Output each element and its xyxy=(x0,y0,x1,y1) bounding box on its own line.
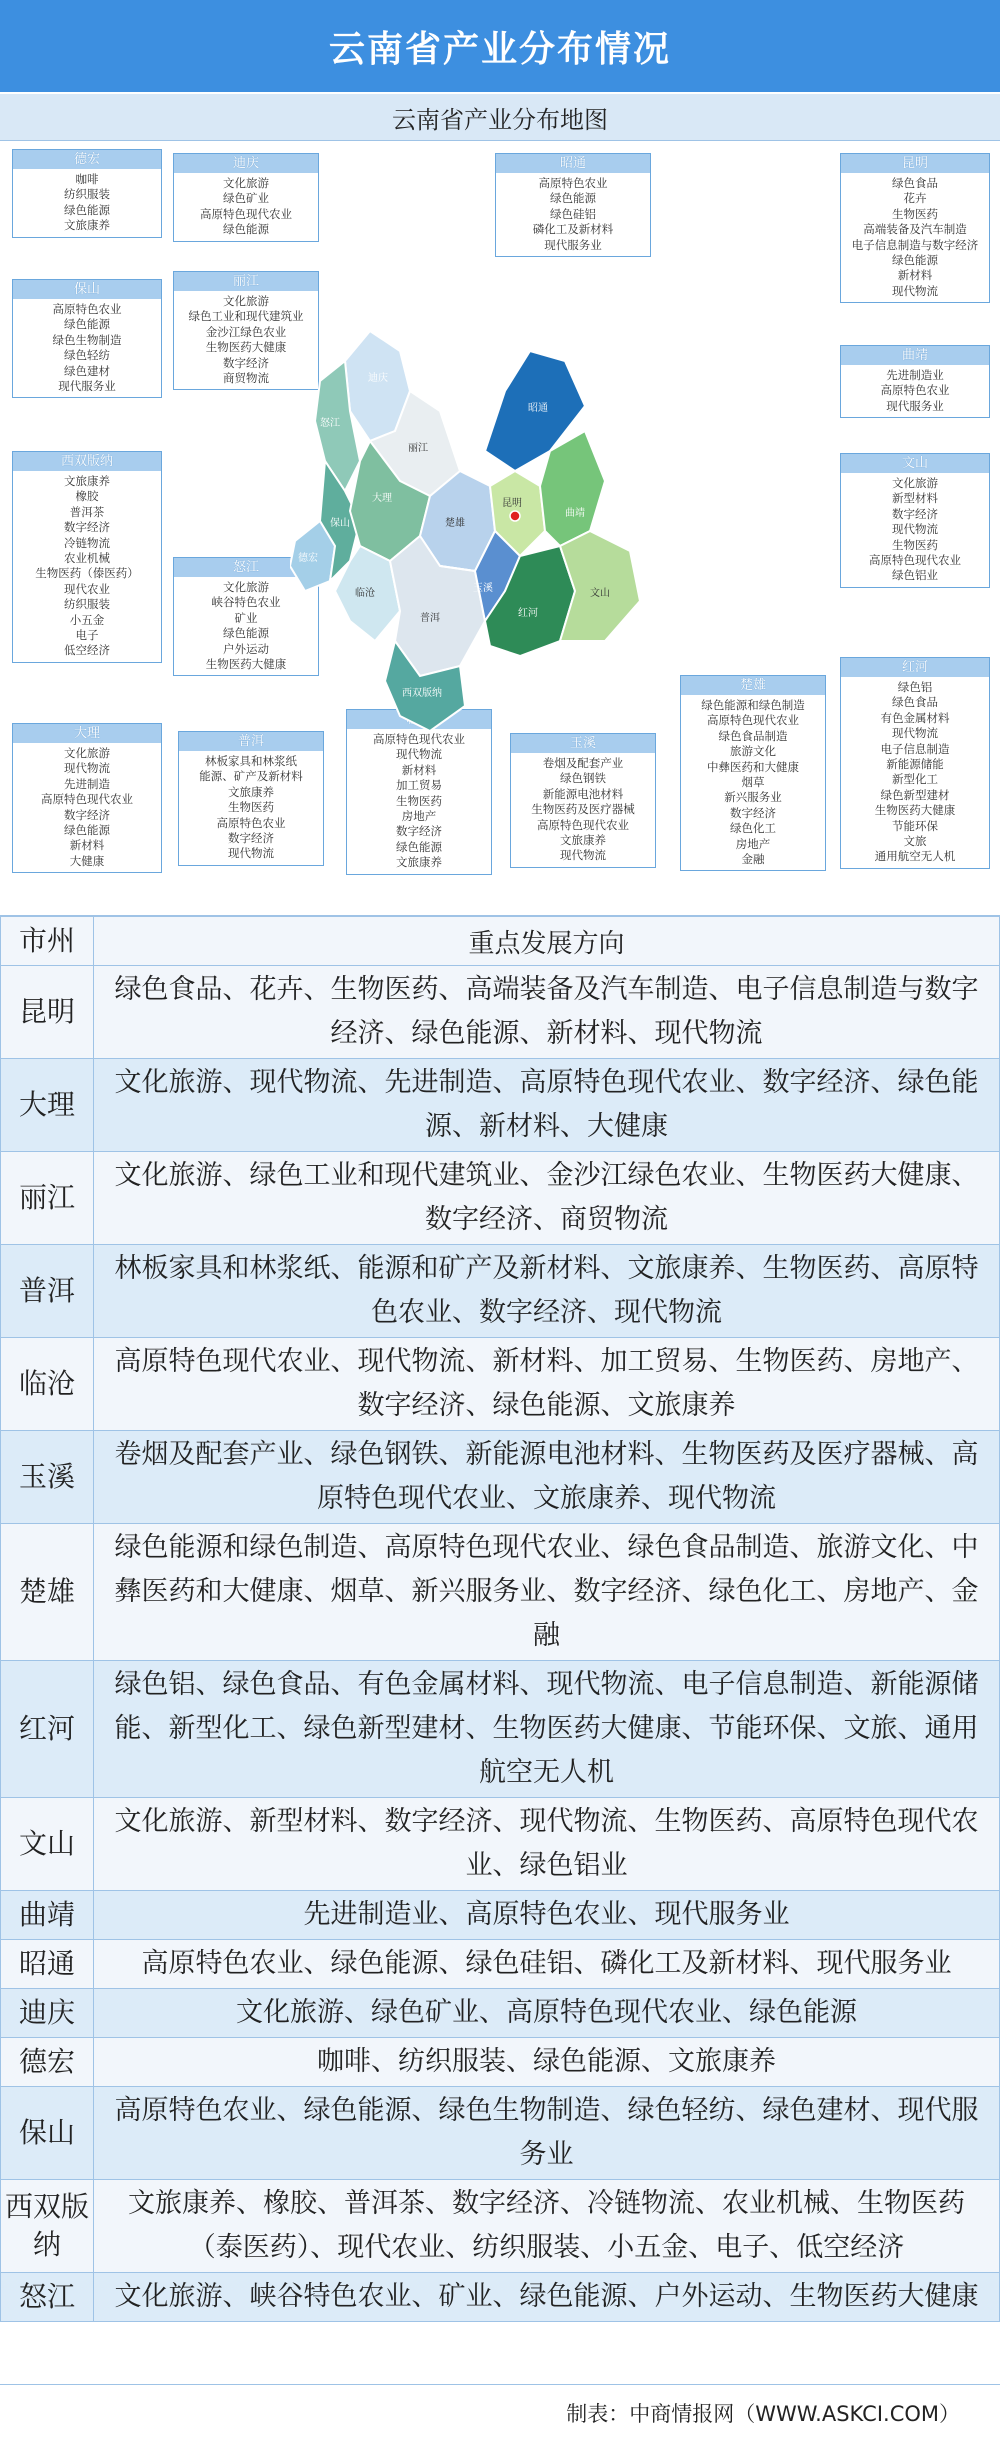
table-row xyxy=(1,1338,1000,1431)
map-panel-body xyxy=(841,473,989,587)
table-cell-direction: 绿色能源和绿色制造、高原特色现代农业、绿色食品制造、旅游文化、中彝医药和大健康、烟草、新兴服务业、数字经济、绿色化工、房地产、金融 xyxy=(94,1524,1000,1661)
map-panel xyxy=(840,345,990,418)
map-panel-item: 新型材料 xyxy=(892,491,938,506)
map-panel xyxy=(840,453,990,588)
map-panel-item: 绿色铝业 xyxy=(892,568,938,583)
map-panel-item: 新材料 xyxy=(897,268,933,283)
table-cell-city: 昭通 xyxy=(1,1940,94,1989)
map-panel-item: 磷化工及新材料 xyxy=(532,222,614,237)
region-label: 西双版纳 xyxy=(402,688,442,699)
map-panel-title: 红河 xyxy=(841,658,989,677)
map-panel-item: 金融 xyxy=(741,852,765,867)
map-panel-item: 新能源电池材料 xyxy=(542,786,624,801)
map-panel-item: 绿色能源 xyxy=(396,839,442,854)
map-panel-item: 峡谷特色农业 xyxy=(211,595,281,610)
map-panel-item: 中彝医药和大健康 xyxy=(707,759,799,774)
table-cell-direction: 文化旅游、绿色工业和现代建筑业、金沙江绿色农业、生物医药大健康、数字经济、商贸物流 xyxy=(94,1152,1000,1245)
map-panel-item: 能源、矿产及新材料 xyxy=(199,769,303,784)
map-panel-item: 高原特色现代农业 xyxy=(707,713,799,728)
map-panel-item: 绿色建材 xyxy=(64,363,110,378)
table-cell-city: 保山 xyxy=(1,2087,94,2180)
table-cell-city: 昆明 xyxy=(1,966,94,1059)
map-panel-title: 迪庆 xyxy=(174,154,318,173)
map-panel-item: 现代服务业 xyxy=(58,379,116,394)
table-cell-city: 临沧 xyxy=(1,1338,94,1431)
map-panel-item: 文旅康养 xyxy=(396,855,442,870)
map-panel-item: 矿业 xyxy=(234,610,258,625)
map-panel-title: 楚雄 xyxy=(681,676,825,695)
map-title: 云南省产业分布地图 xyxy=(0,92,1000,141)
map-panel-item: 高原特色现代农业 xyxy=(41,792,133,807)
region-label: 曲靖 xyxy=(565,508,585,519)
table-cell-direction: 咖啡、纺织服装、绿色能源、文旅康养 xyxy=(94,2038,1000,2087)
map-panel-item: 生物医药大健康 xyxy=(205,657,287,672)
map-panel-title: 德宏 xyxy=(13,150,161,169)
table-cell-direction: 卷烟及配套产业、绿色钢铁、新能源电池材料、生物医药及医疗器械、高原特色现代农业、文旅康养、现代物流 xyxy=(94,1431,1000,1524)
map-panel-item: 文化旅游 xyxy=(64,746,110,760)
map-panel-item: 新兴服务业 xyxy=(724,790,782,805)
map-panel-item: 数字经济 xyxy=(892,506,938,521)
map-panel-body xyxy=(13,299,161,397)
map-panel-item: 文旅 xyxy=(903,834,927,849)
map-panel-item: 绿色能源 xyxy=(64,823,110,838)
table-row xyxy=(1,1798,1000,1891)
region-label: 红河 xyxy=(518,608,538,619)
map-panel-item: 金沙江绿色农业 xyxy=(205,324,287,339)
map-panel-item: 高原特色现代农业 xyxy=(373,732,465,746)
map-panel-item: 生物医药 xyxy=(892,206,938,221)
map-panel xyxy=(12,149,162,238)
map-panel-item: 高端装备及汽车制造 xyxy=(863,222,967,237)
map-panel-item: 农业机械 xyxy=(64,551,110,566)
table-header-direction: 重点发展方向 xyxy=(94,917,1000,966)
table-cell-direction: 林板家具和林浆纸、能源和矿产及新材料、文旅康养、生物医药、高原特色农业、数字经济、现代物流 xyxy=(94,1245,1000,1338)
region-label: 临沧 xyxy=(355,588,375,599)
map-panel xyxy=(495,153,651,257)
region-label: 文山 xyxy=(590,588,610,599)
map-panel-item: 高原特色农业 xyxy=(538,176,608,190)
map-panel-item: 文旅康养 xyxy=(228,784,274,799)
map-panel-item: 文化旅游 xyxy=(892,476,938,490)
map-panel-item: 现代服务业 xyxy=(544,237,602,252)
map-panel-item: 绿色轻纺 xyxy=(64,348,110,363)
table-row xyxy=(1,1245,1000,1338)
map-panel-item: 普洱茶 xyxy=(69,504,105,519)
map-panel-item: 绿色矿业 xyxy=(223,191,269,206)
region-label: 丽江 xyxy=(408,443,428,454)
map-panel-item: 新材料 xyxy=(401,762,437,777)
table-cell-city: 文山 xyxy=(1,1798,94,1891)
table-cell-direction: 高原特色农业、绿色能源、绿色硅铝、磷化工及新材料、现代服务业 xyxy=(94,1940,1000,1989)
map-panel-item: 房地产 xyxy=(401,809,437,824)
table-cell-direction: 绿色食品、花卉、生物医药、高端装备及汽车制造、电子信息制造与数字经济、绿色能源、新材料、现代物流 xyxy=(94,966,1000,1059)
map-panel-item: 现代物流 xyxy=(892,522,938,537)
map-panel xyxy=(840,657,990,869)
table-cell-direction: 文旅康养、橡胶、普洱茶、数字经济、冷链物流、农业机械、生物医药（泰医药）、现代农业、纺织服装、小五金、电子、低空经济 xyxy=(94,2180,1000,2273)
map-panel-item: 数字经济 xyxy=(64,520,110,535)
table-cell-city: 玉溪 xyxy=(1,1431,94,1524)
map-panel-item: 绿色铝 xyxy=(897,680,933,694)
map-panel-item: 商贸物流 xyxy=(223,371,269,386)
map-panel-item: 文化旅游 xyxy=(223,580,269,594)
map-panel-item: 绿色能源 xyxy=(64,317,110,332)
map-panel-item: 新型化工 xyxy=(892,772,938,787)
map-panel xyxy=(12,451,162,663)
map-panel-item: 生物医药 xyxy=(396,793,442,808)
map-panel-item: 绿色硅铝 xyxy=(550,206,596,221)
map-panel-item: 卷烟及配套产业 xyxy=(542,756,624,770)
map-panel-item: 现代物流 xyxy=(396,747,442,762)
map-panel-item: 小五金 xyxy=(69,612,105,627)
map-panel-title: 昭通 xyxy=(496,154,650,173)
table-cell-city: 楚雄 xyxy=(1,1524,94,1661)
table-cell-city: 德宏 xyxy=(1,2038,94,2087)
footer-credit: 制表：中商情报网（WWW.ASKCI.COM） xyxy=(0,2384,1000,2440)
map-panel-title: 曲靖 xyxy=(841,346,989,365)
map-panel-body xyxy=(841,173,989,302)
map-panel-title: 普洱 xyxy=(179,732,323,751)
map-panel-item: 现代物流 xyxy=(892,726,938,741)
table-row xyxy=(1,1524,1000,1661)
map-panel-item: 生物医药（傣医药） xyxy=(35,566,139,581)
map-panel-item: 绿色能源和绿色制造 xyxy=(701,698,805,712)
map-panel-item: 新材料 xyxy=(69,838,105,853)
map-panel-item: 数字经济 xyxy=(64,807,110,822)
map-panel-item: 文旅康养 xyxy=(64,474,110,488)
region-label: 普洱 xyxy=(420,613,440,624)
map-panel-item: 电子信息制造与数字经济 xyxy=(851,237,979,252)
table-row xyxy=(1,1152,1000,1245)
map-panel-item: 房地产 xyxy=(735,836,771,851)
map-panel-item: 高原特色农业 xyxy=(880,383,950,398)
map-panel-item: 生物医药大健康 xyxy=(874,803,956,818)
table-row xyxy=(1,966,1000,1059)
region-label: 昭通 xyxy=(528,403,548,414)
map-panel-item: 绿色能源 xyxy=(223,222,269,237)
map-panel-item: 文化旅游 xyxy=(223,176,269,190)
map-panel-title: 丽江 xyxy=(174,272,318,291)
region-label: 楚雄 xyxy=(445,518,465,529)
map-panel-item: 电子信息制造 xyxy=(880,741,950,756)
map-panel-item: 绿色能源 xyxy=(64,202,110,217)
table-cell-city: 迪庆 xyxy=(1,1989,94,2038)
region-label: 德宏 xyxy=(298,553,318,564)
table-cell-direction: 高原特色现代农业、现代物流、新材料、加工贸易、生物医药、房地产、数字经济、绿色能源、文旅康养 xyxy=(94,1338,1000,1431)
map-panel-title: 怒江 xyxy=(174,558,318,577)
map-panel-item: 现代物流 xyxy=(560,848,606,863)
map-panel-item: 现代物流 xyxy=(892,283,938,298)
map-panel-item: 数字经济 xyxy=(228,831,274,846)
table-row xyxy=(1,1940,1000,1989)
map-panel-title: 西双版纳 xyxy=(13,452,161,471)
region-label: 玉溪 xyxy=(473,583,493,594)
map-panel-item: 绿色新型建材 xyxy=(880,787,950,802)
map-panel-item: 高原特色农业 xyxy=(216,815,286,830)
map-panel xyxy=(12,279,162,398)
map-panel-item: 旅游文化 xyxy=(730,744,776,759)
table-cell-city: 丽江 xyxy=(1,1152,94,1245)
table-row xyxy=(1,1989,1000,2038)
map-panel-item: 花卉 xyxy=(903,191,927,206)
map-panel-item: 绿色食品制造 xyxy=(718,728,788,743)
map-panel-item: 有色金属材料 xyxy=(880,710,950,725)
map-panel-item: 现代农业 xyxy=(64,581,110,596)
table-row xyxy=(1,1431,1000,1524)
capital-marker xyxy=(510,511,520,521)
map-panel-item: 现代物流 xyxy=(64,761,110,776)
map-panel-item: 节能环保 xyxy=(892,818,938,833)
map-panel-item: 现代服务业 xyxy=(886,398,944,413)
map-panel-item: 生物医药 xyxy=(228,800,274,815)
map-panel-item: 纺织服装 xyxy=(64,597,110,612)
map-panel-item: 生物医药及医疗器械 xyxy=(531,802,635,817)
map-panel-item: 橡胶 xyxy=(75,489,99,504)
table-row xyxy=(1,2180,1000,2273)
map-panel-body xyxy=(841,365,989,417)
map-panel-item: 户外运动 xyxy=(223,641,269,656)
map-panel-item: 绿色工业和现代建筑业 xyxy=(188,309,304,324)
map-panel-item: 绿色钢铁 xyxy=(560,771,606,786)
table-cell-city: 大理 xyxy=(1,1059,94,1152)
map-panel xyxy=(173,153,319,242)
region-label: 大理 xyxy=(372,493,392,504)
yunnan-map xyxy=(290,321,710,841)
map-panel xyxy=(12,723,162,873)
table-cell-direction: 文化旅游、峡谷特色农业、矿业、绿色能源、户外运动、生物医药大健康 xyxy=(94,2273,1000,2322)
map-panel-item: 高原特色现代农业 xyxy=(200,206,292,221)
map-panel-item: 纺织服装 xyxy=(64,187,110,202)
map-panel-item: 高原特色现代农业 xyxy=(869,553,961,568)
map-panel-item: 电子 xyxy=(75,628,99,643)
map-section xyxy=(0,141,1000,916)
page-title: 云南省产业分布情况 xyxy=(0,0,1000,92)
map-panel-body xyxy=(841,677,989,868)
map-panel-item: 数字经济 xyxy=(730,805,776,820)
map-panel-item: 绿色能源 xyxy=(892,253,938,268)
map-panel-body xyxy=(174,173,318,241)
table-cell-city: 普洱 xyxy=(1,1245,94,1338)
industry-table xyxy=(0,916,1000,2322)
map-panel-title: 大理 xyxy=(13,724,161,743)
map-panel-item: 绿色化工 xyxy=(730,821,776,836)
map-panel-item: 咖啡 xyxy=(75,172,99,186)
map-panel-item: 绿色生物制造 xyxy=(52,332,122,347)
map-panel-body xyxy=(13,169,161,237)
map-panel-item: 先进制造业 xyxy=(886,368,944,382)
map-panel-item: 绿色食品 xyxy=(892,176,938,190)
map-panel-item: 绿色食品 xyxy=(892,695,938,710)
map-panel-item: 文旅康养 xyxy=(64,218,110,233)
map-panel-item: 冷链物流 xyxy=(64,535,110,550)
map-panel-item: 先进制造 xyxy=(64,776,110,791)
table-cell-city: 曲靖 xyxy=(1,1891,94,1940)
map-panel-item: 加工贸易 xyxy=(396,778,442,793)
map-panel-body xyxy=(496,173,650,256)
map-panel-item: 数字经济 xyxy=(396,824,442,839)
table-cell-direction: 文化旅游、绿色矿业、高原特色现代农业、绿色能源 xyxy=(94,1989,1000,2038)
map-panel-title: 保山 xyxy=(13,280,161,299)
map-panel-item: 林板家具和林浆纸 xyxy=(205,754,297,768)
map-panel-item: 低空经济 xyxy=(64,643,110,658)
table-cell-direction: 文化旅游、新型材料、数字经济、现代物流、生物医药、高原特色现代农业、绿色铝业 xyxy=(94,1798,1000,1891)
map-panel-title: 玉溪 xyxy=(511,734,655,753)
map-panel-item: 烟草 xyxy=(741,775,765,790)
table-cell-direction: 高原特色农业、绿色能源、绿色生物制造、绿色轻纺、绿色建材、现代服务业 xyxy=(94,2087,1000,2180)
map-panel-item: 大健康 xyxy=(69,853,105,868)
table-cell-city: 怒江 xyxy=(1,2273,94,2322)
map-panel-body xyxy=(13,743,161,872)
table-cell-direction: 绿色铝、绿色食品、有色金属材料、现代物流、电子信息制造、新能源储能、新型化工、绿色新型建材、生物医药大健康、节能环保、文旅、通用航空无人机 xyxy=(94,1661,1000,1798)
map-panel-item: 绿色能源 xyxy=(223,626,269,641)
table-row xyxy=(1,1891,1000,1940)
map-panel-body xyxy=(13,471,161,662)
map-panel xyxy=(840,153,990,303)
map-panel-item: 现代物流 xyxy=(228,846,274,861)
table-row xyxy=(1,1661,1000,1798)
table-row xyxy=(1,2273,1000,2322)
map-panel-item: 生物医药 xyxy=(892,537,938,552)
map-panel-item: 高原特色农业 xyxy=(52,302,122,316)
map-panel-item: 通用航空无人机 xyxy=(874,849,956,864)
table-cell-direction: 先进制造业、高原特色农业、现代服务业 xyxy=(94,1891,1000,1940)
table-cell-direction: 文化旅游、现代物流、先进制造、高原特色现代农业、数字经济、绿色能源、新材料、大健康 xyxy=(94,1059,1000,1152)
table-header-city: 市州 xyxy=(1,917,94,966)
table-cell-city: 西双版纳 xyxy=(1,2180,94,2273)
map-panel-item: 新能源储能 xyxy=(886,757,944,772)
table-cell-city: 红河 xyxy=(1,1661,94,1798)
map-panel-item: 绿色能源 xyxy=(550,191,596,206)
map-panel-item: 生物医药大健康 xyxy=(205,340,287,355)
map-panel-title: 昆明 xyxy=(841,154,989,173)
region-label: 保山 xyxy=(330,518,350,529)
table-row xyxy=(1,2038,1000,2087)
region-label: 怒江 xyxy=(320,418,340,429)
map-panel-title: 文山 xyxy=(841,454,989,473)
map-panel-item: 高原特色现代农业 xyxy=(537,817,629,832)
table-row xyxy=(1,2087,1000,2180)
map-panel-item: 数字经济 xyxy=(223,355,269,370)
region-label: 昆明 xyxy=(502,498,522,509)
table-row xyxy=(1,1059,1000,1152)
region-label: 迪庆 xyxy=(368,373,388,384)
map-panel-item: 文化旅游 xyxy=(223,294,269,308)
map-panel-item: 文旅康养 xyxy=(560,833,606,848)
